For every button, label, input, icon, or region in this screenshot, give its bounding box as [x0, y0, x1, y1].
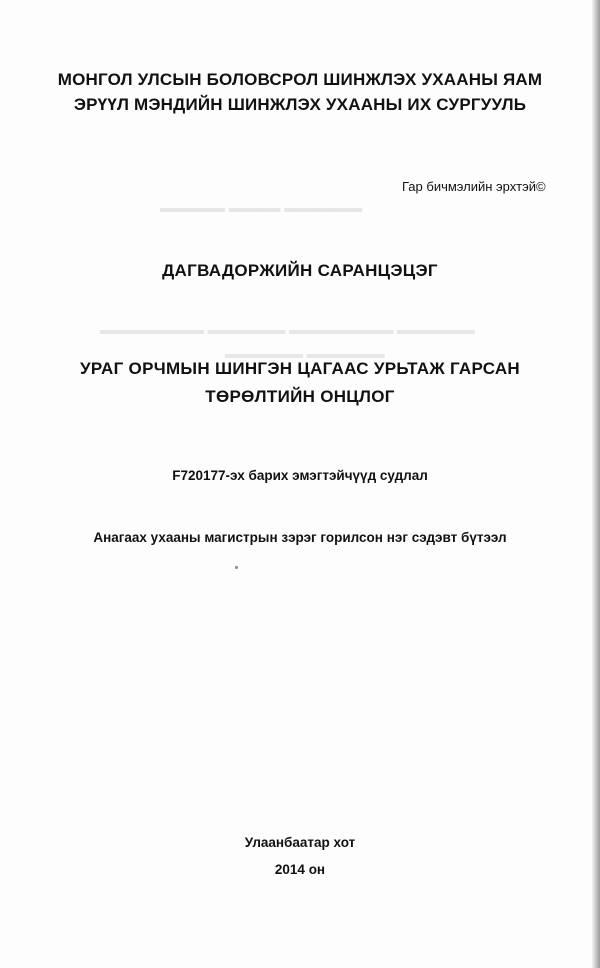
- author-name: ДАГВАДОРЖИЙН САРАНЦЭЦЭГ: [162, 261, 438, 280]
- thesis-title-line2: ТӨРӨЛТИЙН ОНЦЛОГ: [205, 387, 395, 406]
- bleed-through-text: ▬▬▬▬▬▬▬▬ ▬▬▬▬▬▬ ▬▬▬▬▬▬▬▬ ▬▬▬▬▬▬: [100, 322, 475, 337]
- university-name: ЭРҮҮЛ МЭНДИЙН ШИНЖЛЭХ УХААНЫ ИХ СУРГУУЛЬ: [73, 95, 527, 114]
- bleed-through-text: ▬▬▬▬▬▬ ▬▬▬▬▬▬: [225, 346, 385, 361]
- specialty-code: F720177-эх барих эмэгтэйчүүд судлал: [172, 468, 428, 483]
- place: Улаанбаатар хот: [244, 835, 356, 850]
- copyright-note: Гар бичмэлийн эрхтэй©: [402, 179, 546, 194]
- scan-speck: [235, 566, 238, 569]
- bleed-through-text: ▬▬▬▬▬ ▬▬▬▬ ▬▬▬▬▬▬: [160, 200, 363, 215]
- ministry-name: МОНГОЛ УЛСЫН БОЛОВСРОЛ ШИНЖЛЭХ УХААНЫ ЯАМ: [57, 70, 543, 89]
- degree-statement: Анагаах ухааны магистрын зэрэг горилсон нэг сэдэвт бүтээл: [93, 530, 507, 545]
- thesis-title-line1: УРАГ ОРЧМЫН ШИНГЭН ЦАГААС УРЬТАЖ ГАРСАН: [79, 359, 521, 378]
- scan-edge-shadow: [592, 0, 600, 968]
- year: 2014 он: [274, 862, 326, 877]
